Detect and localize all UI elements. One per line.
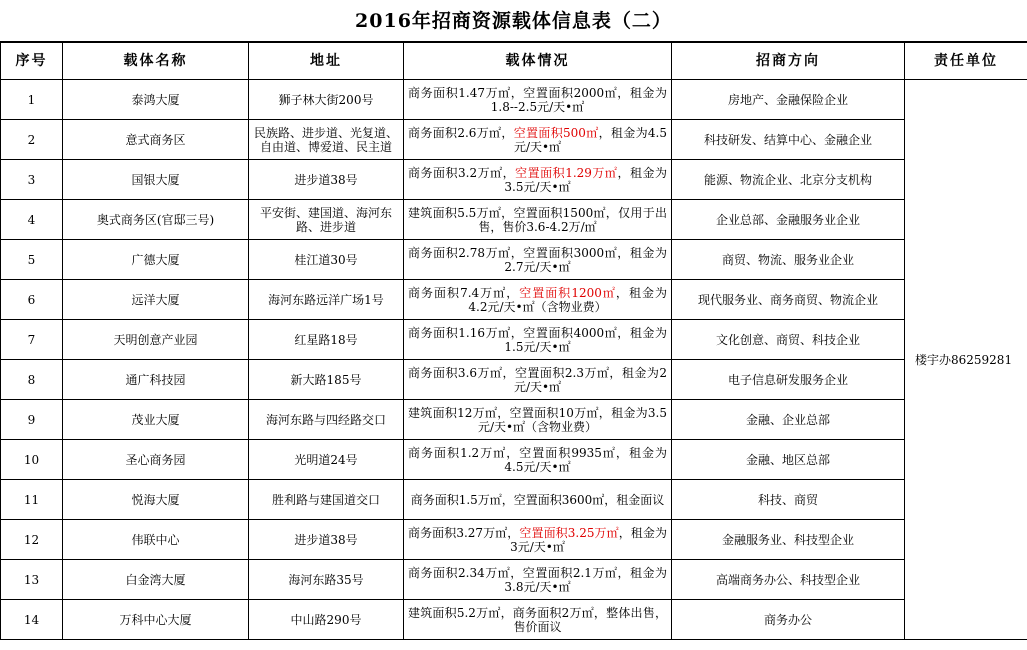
cell-name[interactable]: 伟联中心 <box>63 520 249 560</box>
cell-name[interactable]: 远洋大厦 <box>63 280 249 320</box>
cell-direction[interactable]: 能源、物流企业、北京分支机构 <box>672 160 905 200</box>
cell-condition[interactable] <box>404 360 672 400</box>
cell-no[interactable]: 7 <box>1 320 63 360</box>
cell-no[interactable]: 3 <box>1 160 63 200</box>
cell-address[interactable]: 进步道38号 <box>249 160 404 200</box>
cell-name[interactable]: 奥式商务区(官邸三号) <box>63 200 249 240</box>
cell-direction[interactable]: 现代服务业、商务商贸、物流企业 <box>672 280 905 320</box>
table-row <box>1 120 1027 160</box>
page-title: 2016年招商资源载体信息表（二） <box>0 0 1027 42</box>
cell-name[interactable]: 白金湾大厦 <box>63 560 249 600</box>
vacancy-highlight: 空置面积1200㎡ <box>519 285 616 300</box>
cell-condition[interactable] <box>404 120 672 160</box>
condition-text: 商务面积7.4万㎡， <box>408 285 520 300</box>
header-responsible[interactable]: 责任单位 <box>905 43 1027 80</box>
cell-condition[interactable] <box>404 280 672 320</box>
table-row <box>1 440 1027 480</box>
cell-address[interactable]: 狮子林大街200号 <box>249 80 404 120</box>
cell-condition[interactable] <box>404 480 672 520</box>
condition-text: 商务面积2.78万㎡，空置面积3000㎡，租金为2.7元/天•㎡ <box>408 245 667 274</box>
condition-text: 商务面积1.2万㎡，空置面积9935㎡，租金为4.5元/天•㎡ <box>408 445 667 474</box>
cell-condition[interactable] <box>404 200 672 240</box>
condition-text: 商务面积2.6万㎡， <box>408 125 514 140</box>
condition-text: 商务面积1.16万㎡，空置面积4000㎡，租金为1.5元/天•㎡ <box>408 325 667 354</box>
cell-direction[interactable]: 高端商务办公、科技型企业 <box>672 560 905 600</box>
cell-address[interactable]: 光明道24号 <box>249 440 404 480</box>
cell-name[interactable]: 万科中心大厦 <box>63 600 249 640</box>
carrier-table <box>0 42 1027 640</box>
cell-address[interactable]: 红星路18号 <box>249 320 404 360</box>
cell-address[interactable]: 进步道38号 <box>249 520 404 560</box>
cell-condition[interactable] <box>404 520 672 560</box>
cell-direction[interactable]: 金融、企业总部 <box>672 400 905 440</box>
cell-condition[interactable] <box>404 400 672 440</box>
header-direction[interactable]: 招商方向 <box>672 43 905 80</box>
cell-direction[interactable]: 商贸、物流、服务业企业 <box>672 240 905 280</box>
table-row <box>1 200 1027 240</box>
header-no[interactable]: 序号 <box>1 43 63 80</box>
cell-no[interactable]: 10 <box>1 440 63 480</box>
cell-address[interactable]: 中山路290号 <box>249 600 404 640</box>
cell-condition[interactable] <box>404 160 672 200</box>
cell-no[interactable]: 8 <box>1 360 63 400</box>
table-row <box>1 480 1027 520</box>
table-row <box>1 80 1027 120</box>
cell-name[interactable]: 广德大厦 <box>63 240 249 280</box>
vacancy-highlight: 空置面积1.29万㎡ <box>515 165 618 180</box>
header-row <box>1 43 1027 80</box>
cell-condition[interactable] <box>404 240 672 280</box>
table-row <box>1 400 1027 440</box>
condition-text: 商务面积1.5万㎡，空置面积3600㎡，租金面议 <box>410 492 665 507</box>
cell-no[interactable]: 9 <box>1 400 63 440</box>
condition-text: 商务面积1.47万㎡，空置面积2000㎡，租金为1.8--2.5元/天•㎡ <box>408 85 667 114</box>
table-row <box>1 280 1027 320</box>
condition-text: 建筑面积5.5万㎡，空置面积1500㎡，仅用于出售，售价3.6-4.2万/㎡ <box>408 205 667 234</box>
cell-address[interactable]: 胜利路与建国道交口 <box>249 480 404 520</box>
cell-direction[interactable]: 房地产、金融保险企业 <box>672 80 905 120</box>
cell-no[interactable]: 5 <box>1 240 63 280</box>
condition-text-tail: ，租金为3.5元/天•㎡ <box>504 165 667 194</box>
cell-no[interactable]: 6 <box>1 280 63 320</box>
cell-direction[interactable]: 科技研发、结算中心、金融企业 <box>672 120 905 160</box>
table-row <box>1 600 1027 640</box>
cell-address[interactable]: 民族路、进步道、光复道、自由道、博爱道、民主道 <box>249 120 404 160</box>
condition-text: 建筑面积5.2万㎡，商务面积2万㎡，整体出售，售价面议 <box>408 605 667 634</box>
table-row <box>1 160 1027 200</box>
cell-no[interactable]: 2 <box>1 120 63 160</box>
condition-text-tail: ，租金为4.2元/天•㎡（含物业费） <box>468 285 667 314</box>
cell-responsible[interactable]: 楼宇办86259281 <box>905 80 1027 640</box>
cell-no[interactable]: 4 <box>1 200 63 240</box>
cell-name[interactable]: 通广科技园 <box>63 360 249 400</box>
cell-no[interactable]: 11 <box>1 480 63 520</box>
cell-condition[interactable] <box>404 600 672 640</box>
condition-text-tail: ，租金为4.5元/天•㎡ <box>513 125 667 154</box>
condition-text: 建筑面积12万㎡，空置面积10万㎡，租金为3.5元/天•㎡（含物业费） <box>408 405 667 434</box>
cell-direction[interactable]: 商务办公 <box>672 600 905 640</box>
cell-address[interactable]: 桂江道30号 <box>249 240 404 280</box>
cell-condition[interactable] <box>404 320 672 360</box>
condition-text: 商务面积3.27万㎡， <box>408 525 520 540</box>
cell-condition[interactable] <box>404 440 672 480</box>
table-row <box>1 240 1027 280</box>
condition-text: 商务面积2.34万㎡，空置面积2.1万㎡，租金为3.8元/天•㎡ <box>408 565 667 594</box>
table-row <box>1 360 1027 400</box>
table-row <box>1 520 1027 560</box>
cell-address[interactable]: 海河东路与四经路交口 <box>249 400 404 440</box>
cell-name[interactable]: 泰鸿大厦 <box>63 80 249 120</box>
cell-address[interactable]: 海河东路远洋广场1号 <box>249 280 404 320</box>
header-name[interactable]: 载体名称 <box>63 43 249 80</box>
condition-text: 商务面积3.6万㎡，空置面积2.3万㎡，租金为2元/天•㎡ <box>408 365 667 394</box>
cell-no[interactable]: 14 <box>1 600 63 640</box>
cell-direction[interactable]: 金融服务业、科技型企业 <box>672 520 905 560</box>
cell-condition[interactable] <box>404 560 672 600</box>
cell-address[interactable]: 海河东路35号 <box>249 560 404 600</box>
cell-name[interactable]: 意式商务区 <box>63 120 249 160</box>
cell-condition[interactable] <box>404 80 672 120</box>
cell-direction[interactable]: 电子信息研发服务企业 <box>672 360 905 400</box>
vacancy-highlight: 空置面积500㎡ <box>513 125 599 140</box>
cell-direction[interactable]: 企业总部、金融服务业企业 <box>672 200 905 240</box>
cell-address[interactable]: 新大路185号 <box>249 360 404 400</box>
cell-address[interactable]: 平安街、建国道、海河东路、进步道 <box>249 200 404 240</box>
cell-name[interactable]: 天明创意产业园 <box>63 320 249 360</box>
cell-direction[interactable]: 科技、商贸 <box>672 480 905 520</box>
cell-direction[interactable]: 金融、地区总部 <box>672 440 905 480</box>
condition-text-tail: ，租金为3元/天•㎡ <box>510 525 667 554</box>
cell-name[interactable]: 茂业大厦 <box>63 400 249 440</box>
table-row <box>1 320 1027 360</box>
condition-text: 商务面积3.2万㎡， <box>408 165 516 180</box>
cell-name[interactable]: 圣心商务园 <box>63 440 249 480</box>
header-condition[interactable]: 载体情况 <box>404 43 672 80</box>
cell-direction[interactable]: 文化创意、商贸、科技企业 <box>672 320 905 360</box>
cell-name[interactable]: 国银大厦 <box>63 160 249 200</box>
cell-no[interactable]: 1 <box>1 80 63 120</box>
table-row <box>1 560 1027 600</box>
cell-name[interactable]: 悦海大厦 <box>63 480 249 520</box>
cell-no[interactable]: 12 <box>1 520 63 560</box>
cell-no[interactable]: 13 <box>1 560 63 600</box>
vacancy-highlight: 空置面积3.25万㎡ <box>519 525 619 540</box>
header-address[interactable]: 地址 <box>249 43 404 80</box>
